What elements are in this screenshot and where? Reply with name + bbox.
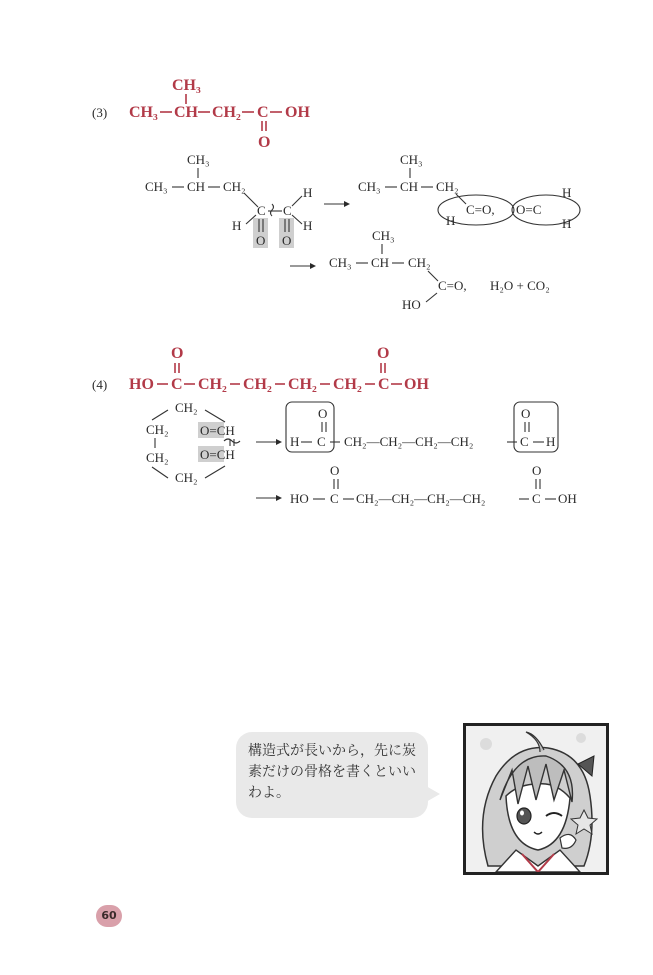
s3-ho: HO <box>402 297 421 312</box>
ring-ch2-left2: CH₂ <box>146 450 169 465</box>
reaction-arrow-icon <box>256 495 282 501</box>
final-oh: OH <box>558 491 577 506</box>
answer4-ch2-3: CH₂ <box>288 376 317 393</box>
answer4-oh: OH <box>404 376 429 393</box>
problem-3 <box>92 77 580 312</box>
s1-h-right: H <box>303 218 313 233</box>
mid-c-left: C <box>317 434 326 449</box>
answer3-ch: CH <box>174 104 198 121</box>
final-o1: O <box>330 463 340 478</box>
problem-4-answer <box>129 345 429 393</box>
answer4-ch2-4: CH₂ <box>333 376 362 393</box>
final-ho: HO <box>290 491 309 506</box>
s2-h-r2: H <box>562 216 572 231</box>
page-number: 60 <box>96 905 122 927</box>
ring-ch2-top: CH₂ <box>175 400 198 415</box>
problem-3-step-3 <box>329 228 550 312</box>
problem-3-answer <box>129 77 310 151</box>
answer4-ch2-1: CH₂ <box>198 376 227 393</box>
mid-o-right: O <box>521 406 531 421</box>
ring-och-2: O=CH <box>200 447 235 462</box>
s3-byproducts: H₂O + CO₂ <box>490 278 550 293</box>
answer4-ch2-2: CH₂ <box>243 376 272 393</box>
answer3-top-ch3: CH₃ <box>172 77 201 94</box>
problem-3-step-2 <box>358 152 580 231</box>
answer3-oh: OH <box>285 104 310 121</box>
problem-3-label: (3) <box>92 105 108 120</box>
speech-bubble: 構造式が長いから，先に炭素だけの骨格を書くといいわよ。 <box>236 732 428 818</box>
answer4-o-left: O <box>171 345 184 362</box>
s2-oc: O=C <box>516 202 542 217</box>
final-o2: O <box>532 463 542 478</box>
final-chain: CH₂—CH₂—CH₂—CH₂ <box>356 491 486 506</box>
s1-ch3: CH₃ <box>145 179 168 194</box>
s1-c1: C <box>257 203 266 218</box>
answer3-c: C <box>257 104 269 121</box>
s1-ch3-top: CH₃ <box>187 152 210 167</box>
mid-h-right: H <box>546 434 556 449</box>
s3-ch3: CH₃ <box>329 255 352 270</box>
problem-3-step-1 <box>145 152 312 248</box>
final-c2: C <box>532 491 541 506</box>
s1-ch: CH <box>187 179 206 194</box>
problem-4-ring <box>146 400 240 485</box>
s1-o2: O <box>282 233 292 248</box>
answer3-ch3: CH₃ <box>129 104 158 121</box>
s2-ch2: CH₂ <box>436 179 459 194</box>
mid-chain: CH₂—CH₂—CH₂—CH₂ <box>344 434 474 449</box>
answer4-ho: HO <box>129 376 154 393</box>
s3-co: C=O, <box>438 278 467 293</box>
s2-ch: CH <box>400 179 419 194</box>
problem-4-dialdehyde <box>286 402 558 452</box>
speech-bubble-tail <box>426 786 440 802</box>
s3-ch: CH <box>371 255 390 270</box>
s1-o1: O <box>256 233 266 248</box>
s1-c2: C <box>283 203 292 218</box>
answer4-o-right: O <box>377 345 390 362</box>
mid-c-right: C <box>520 434 529 449</box>
problem-4-product <box>290 463 577 506</box>
ring-ch2-left1: CH₂ <box>146 422 169 437</box>
s2-co1: C=O, <box>466 202 495 217</box>
s2-ch3: CH₃ <box>358 179 381 194</box>
ring-och-1: O=CH <box>200 423 235 438</box>
reaction-arrow-icon <box>324 201 350 207</box>
problem-4 <box>92 345 577 506</box>
problem-4-label: (4) <box>92 377 108 392</box>
mid-o-left: O <box>318 406 328 421</box>
s2-h-r1: H <box>562 185 572 200</box>
answer3-carbonyl-o: O <box>258 134 271 151</box>
character-illustration <box>466 726 606 872</box>
s2-ch3-top: CH₃ <box>400 152 423 167</box>
s3-ch3-top: CH₃ <box>372 228 395 243</box>
s3-ch2: CH₂ <box>408 255 431 270</box>
final-c1: C <box>330 491 339 506</box>
s1-h-left: H <box>232 218 242 233</box>
mid-h-left: H <box>290 434 300 449</box>
reaction-arrow-icon <box>256 439 282 445</box>
s2-h-left: H <box>446 213 456 228</box>
answer3-ch2: CH₂ <box>212 104 241 121</box>
answer4-c2: C <box>378 376 390 393</box>
s1-h-top: H <box>303 185 313 200</box>
character-portrait-icon <box>463 723 609 875</box>
answer4-c1: C <box>171 376 183 393</box>
ring-ch2-bottom: CH₂ <box>175 470 198 485</box>
s1-ch2: CH₂ <box>223 179 246 194</box>
reaction-arrow-icon <box>290 263 316 269</box>
